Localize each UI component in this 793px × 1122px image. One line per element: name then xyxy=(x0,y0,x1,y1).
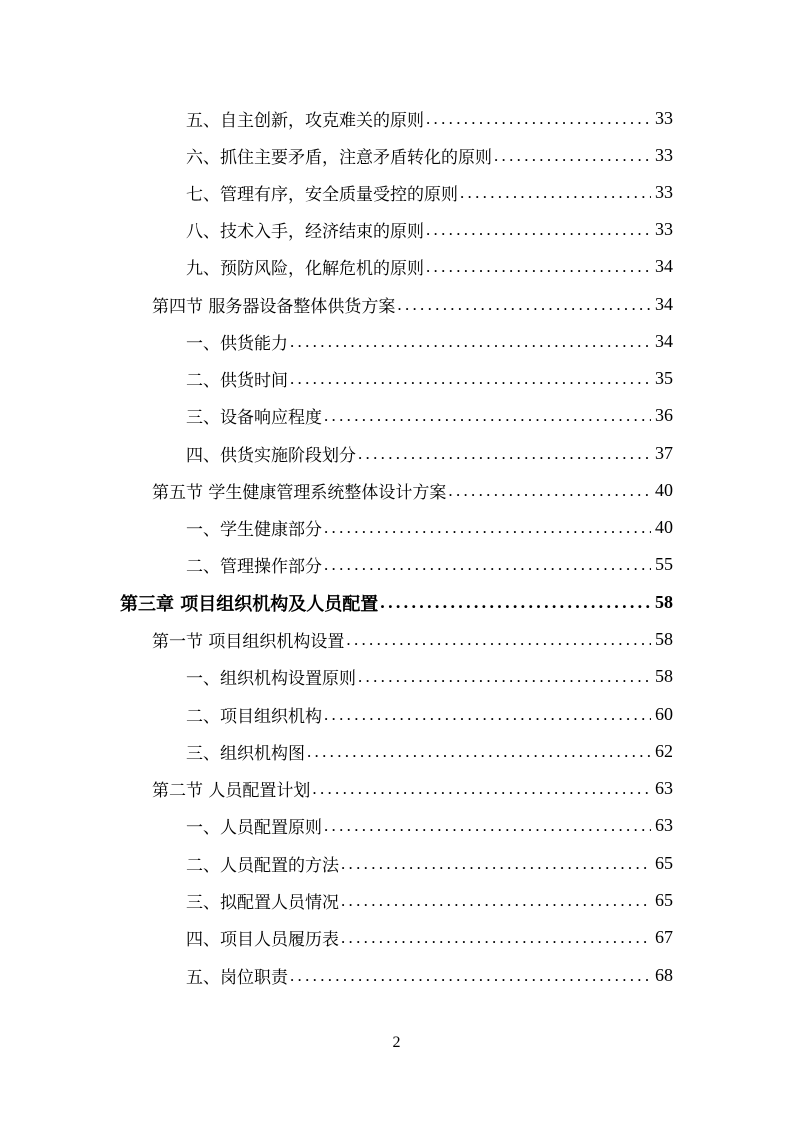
toc-entry-label: 七、管理有序，安全质量受控的原则 xyxy=(186,185,458,205)
toc-entry-label: 第五节 学生健康管理系统整体设计方案 xyxy=(152,483,447,503)
toc-entry[interactable] xyxy=(186,323,673,360)
toc-section-entry[interactable] xyxy=(152,472,673,509)
toc-entry[interactable] xyxy=(186,360,673,397)
toc-entry-page: 67 xyxy=(655,927,673,947)
toc-leader-dots xyxy=(312,779,651,799)
toc-chapter-entry[interactable] xyxy=(120,584,673,621)
toc-leader-dots xyxy=(494,146,651,166)
toc-leader-dots xyxy=(341,928,651,948)
toc-entry[interactable] xyxy=(186,807,673,844)
toc-section-entry[interactable] xyxy=(152,621,673,658)
toc-entry-page: 34 xyxy=(655,331,673,351)
toc-entry[interactable] xyxy=(186,100,673,137)
toc-entry[interactable] xyxy=(186,248,673,285)
toc-entry-label: 二、人员配置的方法 xyxy=(186,856,339,876)
toc-entry-label: 五、自主创新，攻克难关的原则 xyxy=(186,111,424,131)
toc-entry-page: 34 xyxy=(655,294,673,314)
toc-entry-page: 58 xyxy=(655,666,673,686)
toc-leader-dots xyxy=(324,406,651,426)
toc-entry[interactable] xyxy=(186,845,673,882)
toc-entry-page: 33 xyxy=(655,145,673,165)
toc-entry[interactable] xyxy=(186,137,673,174)
toc-entry-label: 八、技术入手，经济结束的原则 xyxy=(186,222,424,242)
toc-entry-label: 六、抓住主要矛盾，注意矛盾转化的原则 xyxy=(186,148,492,168)
toc-entry-label: 一、供货能力 xyxy=(186,334,288,354)
toc-entry[interactable] xyxy=(186,509,673,546)
toc-leader-dots xyxy=(426,220,651,240)
toc-leader-dots xyxy=(341,854,651,874)
toc-entry-page: 65 xyxy=(655,890,673,910)
toc-entry[interactable] xyxy=(186,397,673,434)
toc-leader-dots xyxy=(358,667,651,687)
toc-entry[interactable] xyxy=(186,882,673,919)
toc-entry[interactable] xyxy=(186,211,673,248)
toc-entry-page: 34 xyxy=(655,256,673,276)
toc-entry[interactable] xyxy=(186,919,673,956)
toc-entry-page: 58 xyxy=(655,629,673,649)
toc-entry[interactable] xyxy=(186,174,673,211)
toc-entry-page: 68 xyxy=(655,965,673,985)
page-number: 2 xyxy=(392,1034,401,1051)
toc-entry-label: 第四节 服务器设备整体供货方案 xyxy=(152,297,396,317)
toc-entry-label: 三、拟配置人员情况 xyxy=(186,893,339,913)
toc-section-entry[interactable] xyxy=(152,286,673,323)
toc-entry-page: 36 xyxy=(655,405,673,425)
toc-leader-dots xyxy=(324,705,651,725)
toc-entry-label: 第三章 项目组织机构及人员配置 xyxy=(120,593,379,615)
toc-entry-label: 四、项目人员履历表 xyxy=(186,930,339,950)
toc-entry-page: 65 xyxy=(655,853,673,873)
toc-entry[interactable] xyxy=(186,546,673,583)
toc-entry-page: 55 xyxy=(655,554,673,574)
toc-leader-dots xyxy=(380,592,651,613)
toc-leader-dots xyxy=(460,183,651,203)
toc-entry-page: 33 xyxy=(655,182,673,202)
toc-entry-label: 三、设备响应程度 xyxy=(186,408,322,428)
toc-entry[interactable] xyxy=(186,435,673,472)
toc-entry-page: 37 xyxy=(655,443,673,463)
toc-leader-dots xyxy=(290,369,651,389)
toc-leader-dots xyxy=(290,332,651,352)
toc-entry-label: 一、人员配置原则 xyxy=(186,818,322,838)
toc-entry-label: 第一节 项目组织机构设置 xyxy=(152,632,345,652)
toc-leader-dots xyxy=(324,518,651,538)
toc-entry-page: 62 xyxy=(655,741,673,761)
toc-entry-label: 一、学生健康部分 xyxy=(186,520,322,540)
toc-entry[interactable] xyxy=(186,696,673,733)
toc-leader-dots xyxy=(358,444,651,464)
toc-entry-page: 63 xyxy=(655,815,673,835)
toc-entry-page: 40 xyxy=(655,517,673,537)
toc-entry-page: 58 xyxy=(655,592,673,612)
toc-entry-page: 33 xyxy=(655,219,673,239)
toc-entry[interactable] xyxy=(186,957,673,994)
toc-entry[interactable] xyxy=(186,733,673,770)
toc-leader-dots xyxy=(341,891,651,911)
toc-entry-label: 三、组织机构图 xyxy=(186,744,305,764)
toc-entry-label: 第二节 人员配置计划 xyxy=(152,781,311,801)
toc-leader-dots xyxy=(426,109,651,129)
toc-section-entry[interactable] xyxy=(152,770,673,807)
toc-entry-label: 九、预防风险，化解危机的原则 xyxy=(186,259,424,279)
toc-entry-page: 60 xyxy=(655,704,673,724)
toc-entry-page: 40 xyxy=(655,480,673,500)
toc-leader-dots xyxy=(426,257,651,277)
toc-entry-label: 二、供货时间 xyxy=(186,371,288,391)
toc-entry[interactable] xyxy=(186,658,673,695)
toc-leader-dots xyxy=(307,742,651,762)
toc-entry-label: 二、项目组织机构 xyxy=(186,707,322,727)
toc-entry-page: 33 xyxy=(655,108,673,128)
toc-entry-page: 63 xyxy=(655,778,673,798)
toc-entry-label: 四、供货实施阶段划分 xyxy=(186,446,356,466)
toc-leader-dots xyxy=(324,555,651,575)
toc-leader-dots xyxy=(346,630,651,650)
toc-leader-dots xyxy=(324,816,651,836)
toc-leader-dots xyxy=(290,966,651,986)
toc-entry-page: 35 xyxy=(655,368,673,388)
toc-entry-label: 五、岗位职责 xyxy=(186,968,288,988)
toc-leader-dots xyxy=(448,481,651,501)
toc-leader-dots xyxy=(397,295,651,315)
toc-entry-label: 二、管理操作部分 xyxy=(186,557,322,577)
toc-entry-label: 一、组织机构设置原则 xyxy=(186,669,356,689)
